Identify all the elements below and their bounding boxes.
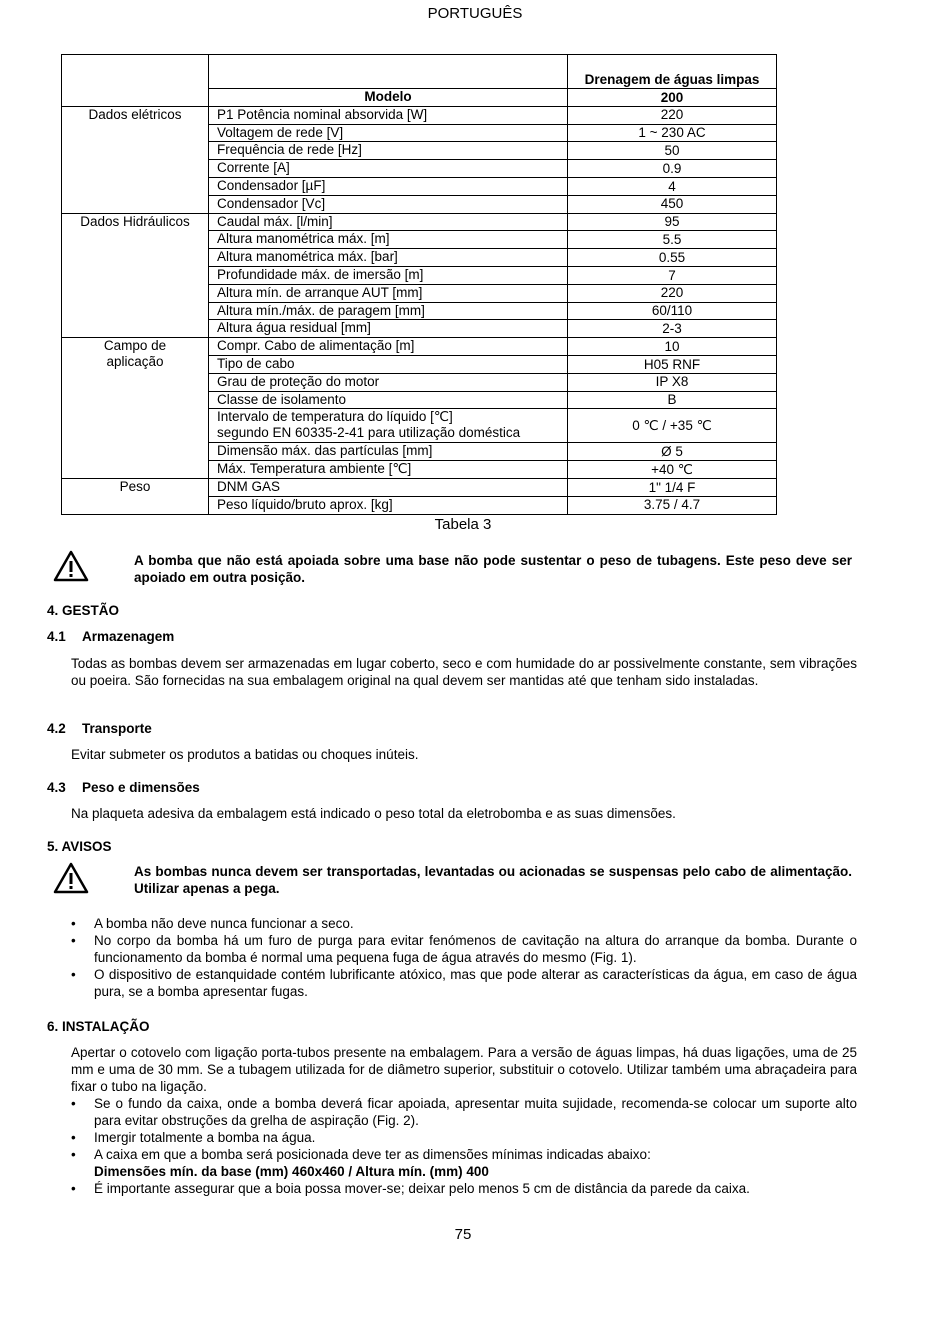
param-cell: DNM GAS — [209, 478, 568, 496]
installation-list — [71, 1095, 857, 1197]
param-cell: Dimensão máx. das partículas [mm] — [209, 443, 568, 461]
value-cell: +40 ℃ — [568, 461, 777, 479]
section-title: 5. AVISOS — [47, 839, 112, 854]
list-item: • Imergir totalmente a bomba na água. — [71, 1130, 316, 1145]
value-cell: 4 — [568, 177, 777, 195]
param-cell: Altura mín. de arranque AUT [mm] — [209, 284, 568, 302]
value-cell: Ø 5 — [568, 443, 777, 461]
param-cell: Peso líquido/bruto aprox. [kg] — [209, 496, 568, 514]
list-item: • É importante assegurar que a boia possa mover-se; deixar pelo menos 5 cm de distância da parede da caixa. — [71, 1181, 750, 1196]
param-cell: Tipo de cabo — [209, 355, 568, 373]
group-label-application — [62, 338, 209, 479]
group-label-electric: Dados elétricos — [62, 106, 209, 213]
paragraph: Na plaqueta adesiva da embalagem está indicado o peso total da eletrobomba e as suas dimensões. — [71, 806, 676, 821]
subsection-number: 4.2 — [47, 721, 66, 736]
subsection-title — [47, 629, 174, 644]
section-title: 6. INSTALAÇÃO — [47, 1019, 150, 1034]
param-cell: Altura água residual [mm] — [209, 320, 568, 338]
group-label-hydraulic: Dados Hidráulicos — [62, 213, 209, 338]
param-line: segundo EN 60335-2-41 para utilização doméstica — [217, 424, 521, 440]
list-item: • Se o fundo da caixa, onde a bomba deverá ficar apoiada, apresentar muita sujidade, recomenda-se colocar um suporte alto para evitar obstruções da grelha de aspiração (Fig. 2). — [71, 1096, 857, 1128]
subsection-title — [47, 721, 152, 736]
value-cell: 0 ℃ / +35 ℃ — [568, 409, 777, 443]
bullet-icon: • — [71, 1130, 76, 1145]
subsection-label: Peso e dimensões — [82, 780, 200, 795]
list-item: • No corpo da bomba há um furo de purga para evitar fenómenos de cavitação na altura do arranque da bomba. Durante o funcionamento da bomba é normal uma pequena fuga de água através do mesmo (Fig. 1). — [71, 933, 857, 965]
group-label-line: Campo de — [103, 338, 167, 354]
table-header-blank — [209, 55, 568, 89]
table-corner-cell — [62, 55, 209, 89]
subsection-title — [47, 780, 200, 795]
value-cell: 7 — [568, 266, 777, 284]
param-cell: Máx. Temperatura ambiente [℃] — [209, 461, 568, 479]
param-cell-two-line — [209, 409, 568, 443]
value-cell: H05 RNF — [568, 355, 777, 373]
value-cell: 450 — [568, 195, 777, 213]
paragraph: Apertar o cotovelo com ligação porta-tubos presente na embalagem. Para a versão de águas limpas, há duas ligações, uma de 25 mm e uma de 30 mm. Se a tubagem utilizada for de diâmetro superior, substituir o cotovelo. Utilizar também uma abraçadeira para fixar o tubo na ligação. — [71, 1045, 857, 1094]
dimensions-emphasis: Dimensões mín. da base (mm) 460x460 / Altura mín. (mm) 400 — [94, 1164, 489, 1179]
model-value: 200 — [568, 89, 777, 107]
list-item: • A bomba não deve nunca funcionar a seco. — [71, 916, 354, 931]
warning-text: A bomba que não está apoiada sobre uma base não pode sustentar o peso de tubagens. Este peso deve ser apoiado em outra posição. — [134, 553, 852, 585]
subsection-number: 4.1 — [47, 629, 66, 644]
bullet-icon: • — [71, 933, 76, 948]
param-cell: Altura manométrica máx. [m] — [209, 231, 568, 249]
param-cell: Condensador [Vc] — [209, 195, 568, 213]
group-label-weight: Peso — [62, 478, 209, 514]
warnings-list — [71, 915, 857, 1000]
param-cell: Caudal máx. [l/min] — [209, 213, 568, 231]
value-cell: 3.75 / 4.7 — [568, 496, 777, 514]
bullet-icon: • — [71, 916, 76, 931]
subsection-number: 4.3 — [47, 780, 66, 795]
value-cell: 60/110 — [568, 302, 777, 320]
section-title: 4. GESTÃO — [47, 603, 120, 618]
value-cell: IP X8 — [568, 373, 777, 391]
param-cell: Altura manométrica máx. [bar] — [209, 249, 568, 267]
model-label: Modelo — [209, 89, 568, 107]
param-cell: Altura mín./máx. de paragem [mm] — [209, 302, 568, 320]
value-cell: 2-3 — [568, 320, 777, 338]
param-cell: Frequência de rede [Hz] — [209, 142, 568, 160]
list-item: • O dispositivo de estanquidade contém lubrificante atóxico, mas que pode alterar as características da água, em caso de água pura, se a bomba apresentar fugas. — [71, 967, 857, 999]
bullet-icon: • — [71, 1147, 76, 1162]
group-label-line: aplicação — [106, 353, 164, 369]
warning-triangle-icon — [53, 550, 89, 582]
value-cell: 1" 1/4 F — [568, 478, 777, 496]
list-item: • A caixa em que a bomba será posicionada deve ter as dimensões mínimas indicadas abaixo: Dimensões mín. da base (mm) 460x460 / Altura mín. (mm) 400 — [71, 1147, 651, 1179]
param-cell: Condensador [µF] — [209, 177, 568, 195]
subsection-label: Transporte — [82, 721, 152, 736]
param-cell: P1 Potência nominal absorvida [W] — [209, 106, 568, 124]
value-cell: 1 ~ 230 AC — [568, 124, 777, 142]
warning-triangle-icon — [53, 862, 89, 894]
value-cell: 10 — [568, 338, 777, 356]
specs-table — [61, 54, 777, 515]
paragraph: Todas as bombas devem ser armazenadas em lugar coberto, seco e com humidade do ar possivelmente constante, sem vibrações ou poeira. São fornecidas na sua embalagem original na qual devem ser mantidas até que tenham sido instaladas. — [71, 656, 857, 688]
param-cell: Profundidade máx. de imersão [m] — [209, 266, 568, 284]
value-cell: B — [568, 391, 777, 409]
paragraph: Evitar submeter os produtos a batidas ou choques inúteis. — [71, 747, 419, 762]
value-cell: 50 — [568, 142, 777, 160]
param-cell: Voltagem de rede [V] — [209, 124, 568, 142]
page-number: 75 — [454, 1226, 472, 1243]
subsection-label: Armazenagem — [82, 629, 175, 644]
value-cell: 220 — [568, 106, 777, 124]
bullet-icon: • — [71, 967, 76, 982]
param-cell: Classe de isolamento — [209, 391, 568, 409]
value-cell: 0.9 — [568, 160, 777, 178]
param-cell: Grau de proteção do motor — [209, 373, 568, 391]
value-cell: 220 — [568, 284, 777, 302]
bullet-icon: • — [71, 1181, 76, 1196]
warning-text: As bombas nunca devem ser transportadas, levantadas ou acionadas se suspensas pelo cabo de alimentação. Utilizar apenas a pega. — [134, 864, 852, 896]
value-cell: 0.55 — [568, 249, 777, 267]
page-header: PORTUGUÊS — [427, 5, 523, 22]
table-column-header: Drenagem de águas limpas — [568, 55, 777, 89]
param-line: Intervalo de temperatura do líquido [℃] — [217, 409, 453, 425]
bullet-icon: • — [71, 1096, 76, 1111]
value-cell: 5.5 — [568, 231, 777, 249]
param-cell: Corrente [A] — [209, 160, 568, 178]
param-cell: Compr. Cabo de alimentação [m] — [209, 338, 568, 356]
value-cell: 95 — [568, 213, 777, 231]
table-caption: Tabela 3 — [434, 516, 492, 533]
